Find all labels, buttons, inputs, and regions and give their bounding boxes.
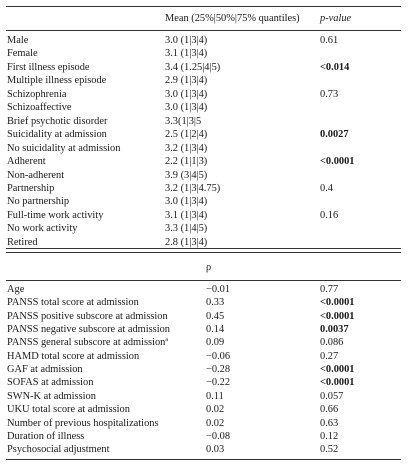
- row-label: Schizophrenia: [7, 88, 67, 100]
- row-label: Adherent: [7, 156, 46, 168]
- row-label: [7, 310, 168, 323]
- table-row: [0, 209, 408, 222]
- row-label: [7, 363, 83, 376]
- row-label-text: GAF at admission: [7, 364, 83, 376]
- table-row: [0, 390, 408, 403]
- row-label-text: Psychosocial adjustment: [7, 444, 110, 456]
- table-row: [0, 182, 408, 195]
- table-row: [0, 142, 408, 155]
- row-p-value: <0.0001: [320, 156, 355, 168]
- row-p-value: 0.12: [320, 430, 339, 442]
- row-rho: −0.01: [206, 284, 231, 295]
- row-label: Non-adherent: [7, 169, 65, 181]
- table-row: [0, 350, 408, 363]
- row-label: [7, 350, 139, 363]
- table-row: [0, 336, 408, 349]
- row-p-value: 0.66: [320, 404, 339, 416]
- row-label: Retired: [7, 236, 38, 248]
- table1-header-rule: [6, 30, 401, 31]
- row-label: Suicidality at admission: [7, 129, 107, 141]
- row-mean: 3.0 (1|3|4): [165, 35, 208, 46]
- row-p-value: 0.61: [320, 35, 339, 46]
- row-label: Partnership: [7, 182, 55, 194]
- row-mean: 3.1 (1|3|4): [165, 209, 208, 221]
- table-row: [0, 403, 408, 416]
- row-mean: 3.1 (1|3|4): [165, 48, 208, 60]
- table2-bottom-rule: [6, 459, 401, 460]
- table-row: [0, 430, 408, 443]
- row-p-value: 0.77: [320, 284, 339, 295]
- table-row: [0, 101, 408, 114]
- row-p-value: 0.16: [320, 209, 339, 221]
- row-p-value: <0.0001: [320, 364, 355, 376]
- table1-header-mean: Mean (25%|50%|75% quantiles): [165, 13, 300, 24]
- table-row: [0, 323, 408, 336]
- table2-header-rule: [6, 280, 401, 281]
- table1-bottom-rule: [6, 248, 401, 249]
- table-row: [0, 310, 408, 323]
- row-label-text: PANSS negative subscore at admission: [7, 324, 170, 336]
- row-p-value: 0.27: [320, 350, 339, 362]
- row-p-value: <0.0001: [320, 310, 355, 322]
- table1-top-rule: [6, 6, 401, 7]
- row-label: Male: [7, 35, 29, 46]
- row-rho: −0.28: [206, 364, 231, 376]
- row-rho: −0.08: [206, 430, 231, 442]
- row-label: [7, 417, 159, 430]
- row-rho: −0.06: [206, 350, 231, 362]
- row-mean: 3.2 (1|3|4.75): [165, 182, 221, 194]
- table-row: [0, 61, 408, 74]
- row-p-value: 0.086: [320, 337, 344, 349]
- row-label: [7, 296, 139, 309]
- row-p-value: 0.0027: [320, 129, 349, 141]
- table2-header-rho: ρ: [206, 262, 212, 273]
- row-p-value: 0.63: [320, 417, 339, 429]
- table2-top-rule: [6, 252, 401, 253]
- row-mean: 2.8 (1|3|4): [165, 236, 208, 248]
- row-label-text: UKU total score at admission: [7, 404, 130, 416]
- row-mean: 2.5 (1|2|4): [165, 129, 208, 141]
- table-row: [0, 155, 408, 168]
- row-label: [7, 430, 84, 443]
- row-rho: 0.45: [206, 310, 225, 322]
- row-rho: 0.33: [206, 297, 225, 309]
- row-label-text: Duration of illness: [7, 430, 85, 442]
- row-label: [7, 390, 96, 403]
- table-row: [0, 34, 408, 47]
- row-p-value: 0.4: [320, 182, 333, 194]
- table-row: [0, 222, 408, 235]
- row-mean: 3.4 (1.25|4|5): [165, 61, 221, 73]
- row-p-value: <0.0001: [320, 297, 355, 309]
- row-p-value: 0.73: [320, 88, 339, 100]
- table-row: [0, 169, 408, 182]
- row-mean: 3.9 (3|4|5): [165, 169, 208, 181]
- row-rho: 0.02: [206, 404, 225, 416]
- row-p-value: 0.52: [320, 444, 339, 456]
- row-p-value: 0.057: [320, 390, 344, 402]
- row-rho: −0.22: [206, 377, 231, 389]
- row-label: Schizoaffective: [7, 102, 72, 114]
- row-label: No partnership: [7, 196, 70, 208]
- row-label: First illness episode: [7, 61, 90, 73]
- row-label: [7, 283, 24, 296]
- row-rho: 0.14: [206, 324, 225, 336]
- table-row: [0, 376, 408, 389]
- table1-header-p: p-value: [320, 13, 352, 24]
- row-rho: 0.11: [206, 390, 224, 402]
- row-label-text: PANSS total score at admission: [7, 297, 139, 309]
- row-rho: 0.02: [206, 417, 225, 429]
- row-mean: 2.9 (1|3|4): [165, 75, 208, 87]
- row-label-text: PANSS general subscore at admission: [7, 337, 166, 349]
- row-mean: 3.0 (1|3|4): [165, 102, 208, 114]
- row-label: [7, 376, 93, 389]
- row-label: No work activity: [7, 223, 78, 235]
- row-rho: 0.03: [206, 444, 225, 456]
- row-mean: 3.0 (1|3|4): [165, 196, 208, 208]
- row-rho: 0.09: [206, 337, 225, 349]
- row-mean: 3.0 (1|3|4): [165, 88, 208, 100]
- table-row: [0, 128, 408, 141]
- table-row: [0, 74, 408, 87]
- table-row: [0, 195, 408, 208]
- row-label-text: Number of previous hospitalizations: [7, 417, 159, 429]
- table-row: [0, 88, 408, 101]
- row-p-value: <0.014: [320, 61, 350, 73]
- row-label: Full-time work activity: [7, 209, 104, 221]
- row-p-value: <0.0001: [320, 377, 355, 389]
- table-row: [0, 236, 408, 249]
- row-footnote-marker: a: [165, 337, 169, 344]
- table-row: [0, 363, 408, 376]
- row-label: [7, 443, 109, 456]
- row-mean: 2.2 (1|1|3): [165, 156, 208, 168]
- table-row: [0, 115, 408, 128]
- row-label: [7, 403, 130, 416]
- row-label-text: HAMD total score at admission: [7, 350, 140, 362]
- row-label: No suicidality at admission: [7, 142, 121, 154]
- row-mean: 3.3(1|3|5: [165, 115, 202, 127]
- row-label-text: PANSS positive subscore at admission: [7, 310, 168, 322]
- row-label-text: Age: [7, 284, 25, 295]
- row-label: [7, 336, 168, 349]
- table-row: [0, 417, 408, 430]
- row-mean: 3.2 (1|3|4): [165, 142, 208, 154]
- table-row: [0, 296, 408, 309]
- row-label: Brief psychotic disorder: [7, 115, 108, 127]
- table-row: [0, 47, 408, 60]
- table-row: [0, 283, 408, 296]
- row-label-text: SOFAS at admission: [7, 377, 94, 389]
- row-label: Female: [7, 48, 38, 60]
- table-row: [0, 443, 408, 456]
- row-mean: 3.3 (1|4|5): [165, 223, 208, 235]
- row-p-value: 0.0037: [320, 324, 349, 336]
- row-label-text: SWN-K at admission: [7, 390, 96, 402]
- row-label: Multiple illness episode: [7, 75, 107, 87]
- row-label: [7, 323, 170, 336]
